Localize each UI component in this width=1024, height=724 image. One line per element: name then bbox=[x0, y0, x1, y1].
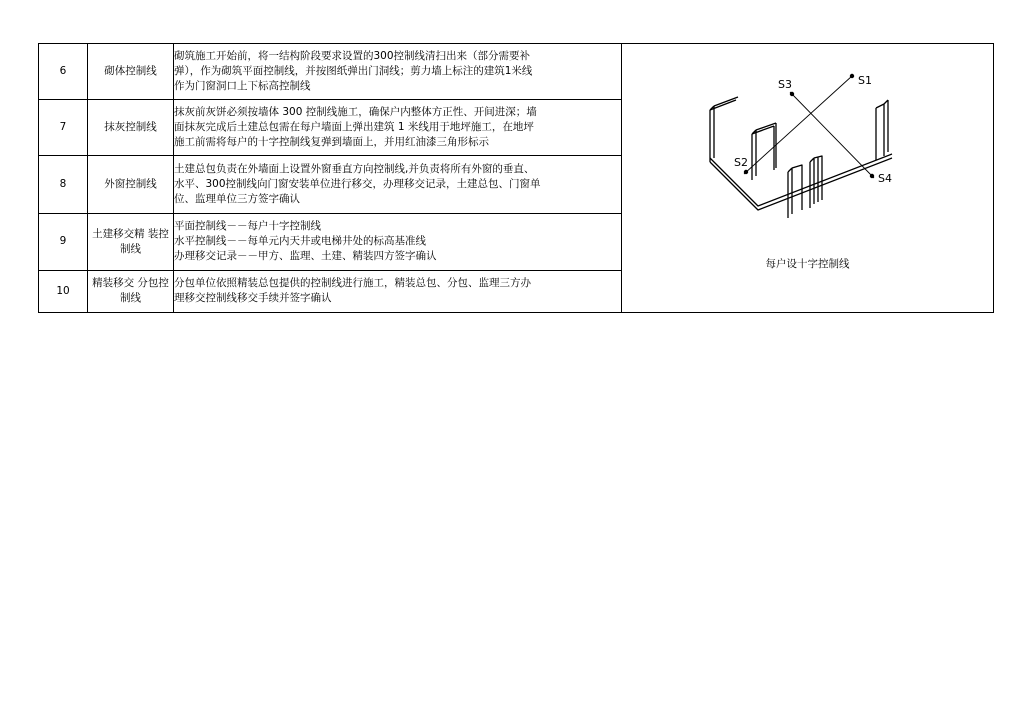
desc-line: 平面控制线－－每户十字控制线 bbox=[174, 220, 321, 233]
item-line: 装控制线 bbox=[120, 227, 169, 255]
cross-control-line-figure bbox=[622, 44, 993, 312]
control-item-description bbox=[174, 213, 622, 270]
point-s3-dot bbox=[790, 92, 794, 96]
label-s3: S3 bbox=[778, 78, 792, 91]
control-line-table bbox=[38, 43, 994, 313]
control-item-name bbox=[88, 44, 174, 100]
figure-caption: 每户设十字控制线 bbox=[765, 258, 850, 270]
control-item-description bbox=[174, 100, 622, 156]
desc-line: 施工前需将每户的十字控制线复弹到墙面上，并用红油漆三角形标示 bbox=[174, 136, 489, 149]
figure-cell bbox=[622, 44, 994, 313]
unit-layout-drawing bbox=[706, 70, 916, 240]
desc-line: 弹），作为砌筑平面控制线，并按图纸弹出门洞线；剪力墙上标注的建筑1米线 bbox=[174, 65, 533, 78]
control-item-name bbox=[88, 156, 174, 213]
item-line: 精装移交 bbox=[92, 277, 135, 290]
inner-wall-left bbox=[752, 123, 776, 180]
control-item-description bbox=[174, 270, 622, 312]
desc-line: 办理移交记录－－甲方、监理、土建、精装四方签字确认 bbox=[174, 250, 437, 263]
control-item-name bbox=[88, 100, 174, 156]
point-s1-dot bbox=[850, 74, 854, 78]
row-number: 7 bbox=[39, 100, 88, 156]
item-line: 分包控制线 bbox=[120, 277, 169, 305]
item-line: 抹灰控制线 bbox=[104, 121, 157, 134]
label-s1: S1 bbox=[858, 74, 872, 87]
control-item-description bbox=[174, 44, 622, 100]
control-item-description bbox=[174, 156, 622, 213]
point-s4-dot bbox=[870, 174, 874, 178]
item-line: 外窗控制线 bbox=[104, 178, 157, 190]
row-number: 8 bbox=[39, 156, 88, 213]
desc-line: 分包单位依照精装总包提供的控制线进行施工，精装总包、分包、监理三方办 bbox=[174, 277, 531, 290]
left-wall bbox=[710, 106, 714, 162]
control-item-name bbox=[88, 213, 174, 270]
row-number: 10 bbox=[39, 270, 88, 312]
control-item-name bbox=[88, 270, 174, 312]
desc-line: 位、监理单位三方签字确认 bbox=[174, 193, 300, 205]
desc-line: 面抹灰完成后土建总包需在每户墙面上弹出建筑 1 米线用于地坪施工，在地坪 bbox=[174, 121, 534, 134]
desc-line: 水平、300控制线向门窗安装单位进行移交，办理移交记录，土建总包、门窗单 bbox=[174, 178, 541, 190]
label-s4: S4 bbox=[878, 172, 892, 185]
control-line-s1-s2 bbox=[744, 76, 852, 174]
table-row bbox=[39, 44, 994, 100]
label-s2: S2 bbox=[734, 156, 748, 169]
desc-line: 砌筑施工开始前，将一结构阶段要求设置的300控制线清扫出来（部分需要补 bbox=[174, 50, 531, 63]
right-wall bbox=[876, 100, 888, 160]
row-number: 6 bbox=[39, 44, 88, 100]
left-wall-top bbox=[710, 97, 738, 110]
desc-line: 理移交控制线移交手续并签字确认 bbox=[174, 292, 332, 305]
row-number: 9 bbox=[39, 213, 88, 270]
desc-line: 土建总包负责在外墙面上设置外窗垂直方向控制线,并负责将所有外窗的垂直、 bbox=[174, 163, 535, 175]
desc-line: 作为门窗洞口上下标高控制线 bbox=[174, 80, 311, 93]
desc-line: 水平控制线－－每单元内天井或电梯井处的标高基准线 bbox=[174, 235, 426, 248]
item-line: 土建移交精 bbox=[92, 227, 145, 240]
item-line: 砌体控制线 bbox=[104, 65, 157, 78]
desc-line: 抹灰前灰饼必须按墙体 300 控制线施工，确保户内整体方正性、开间进深；墙 bbox=[174, 106, 537, 119]
point-s2-dot bbox=[744, 170, 748, 174]
